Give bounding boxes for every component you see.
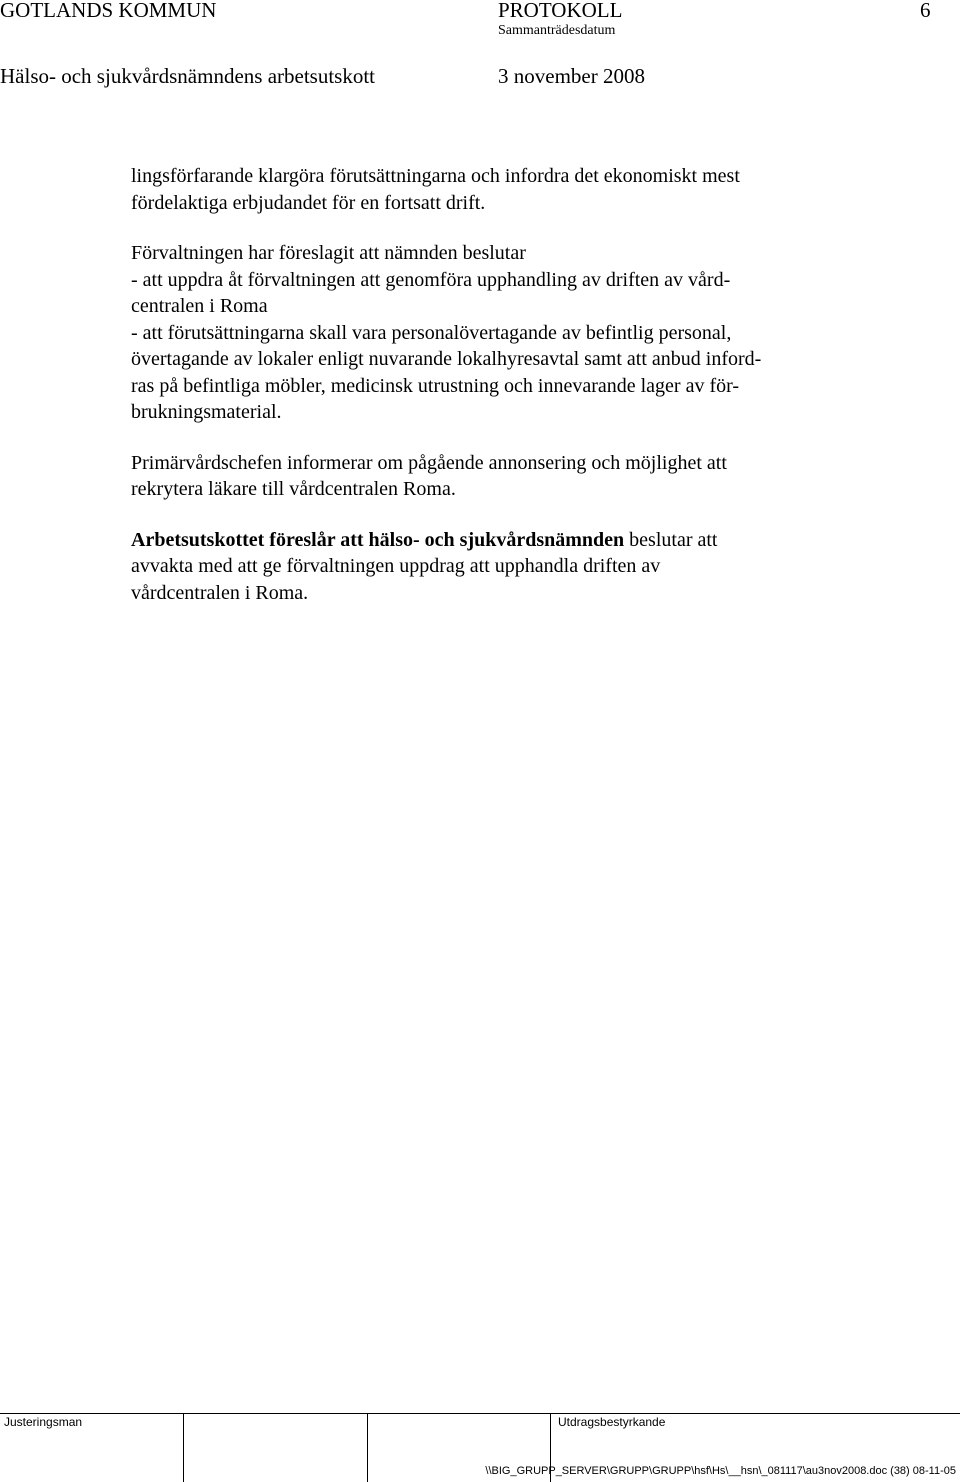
justering-label: Justeringsman (4, 1415, 83, 1429)
body-text (131, 163, 831, 606)
paragraph-4 (131, 527, 831, 607)
document-type: PROTOKOLL (498, 0, 623, 22)
meeting-date: 3 november 2008 (498, 64, 645, 88)
signature-footer (0, 1413, 960, 1482)
paragraph-2: Förvaltningen har föreslagit att nämnden beslutar - att uppdra åt förvaltningen att genomföra upphandling av driften av vård- centralen i Roma - att förutsättningarna skall vara personalövertagande av befintlig personal, övertagande av lokaler enligt nuvarande lokalhyresavtal samt att anbud inford- ras på befintliga möbler, medicinsk utrustning och innevarande lager av för- brukningsmaterial. (131, 242, 762, 423)
paragraph-1: lingsförfarande klargöra förutsättningarna och infordra det ekonomiskt mest fördelaktiga erbjudandet för en fortsatt drift. (131, 165, 740, 214)
org-name: GOTLANDS KOMMUN (0, 0, 217, 22)
paragraph-3: Primärvårdschefen informerar om pågående annonsering och möjlighet att rekrytera läkare till vårdcentralen Roma. (131, 451, 727, 500)
footer-divider (0, 1413, 960, 1414)
proposal-text: beslutar att avvakta med att ge förvaltningen uppdrag att upphandla driften av vårdcentralen i Roma. (131, 528, 718, 604)
file-path: \\BIG_GRUPP_SERVER\GRUPP\GRUPP\hsf\Hs\__hsn\_081117\au3nov2008.doc (38) 08-11-05 (485, 1465, 956, 1477)
footer-column-divider-1 (183, 1413, 184, 1482)
proposal-heading: Arbetsutskottet föreslår att hälso- och sjukvårdsnämnden (131, 528, 625, 551)
footer-column-divider-2 (367, 1413, 368, 1482)
page-number: 6 (920, 0, 931, 22)
committee-name: Hälso- och sjukvårdsnämndens arbetsutskott (0, 64, 376, 88)
date-label: Sammanträdesdatum (498, 23, 616, 38)
utdrag-label: Utdragsbestyrkande (558, 1415, 666, 1429)
